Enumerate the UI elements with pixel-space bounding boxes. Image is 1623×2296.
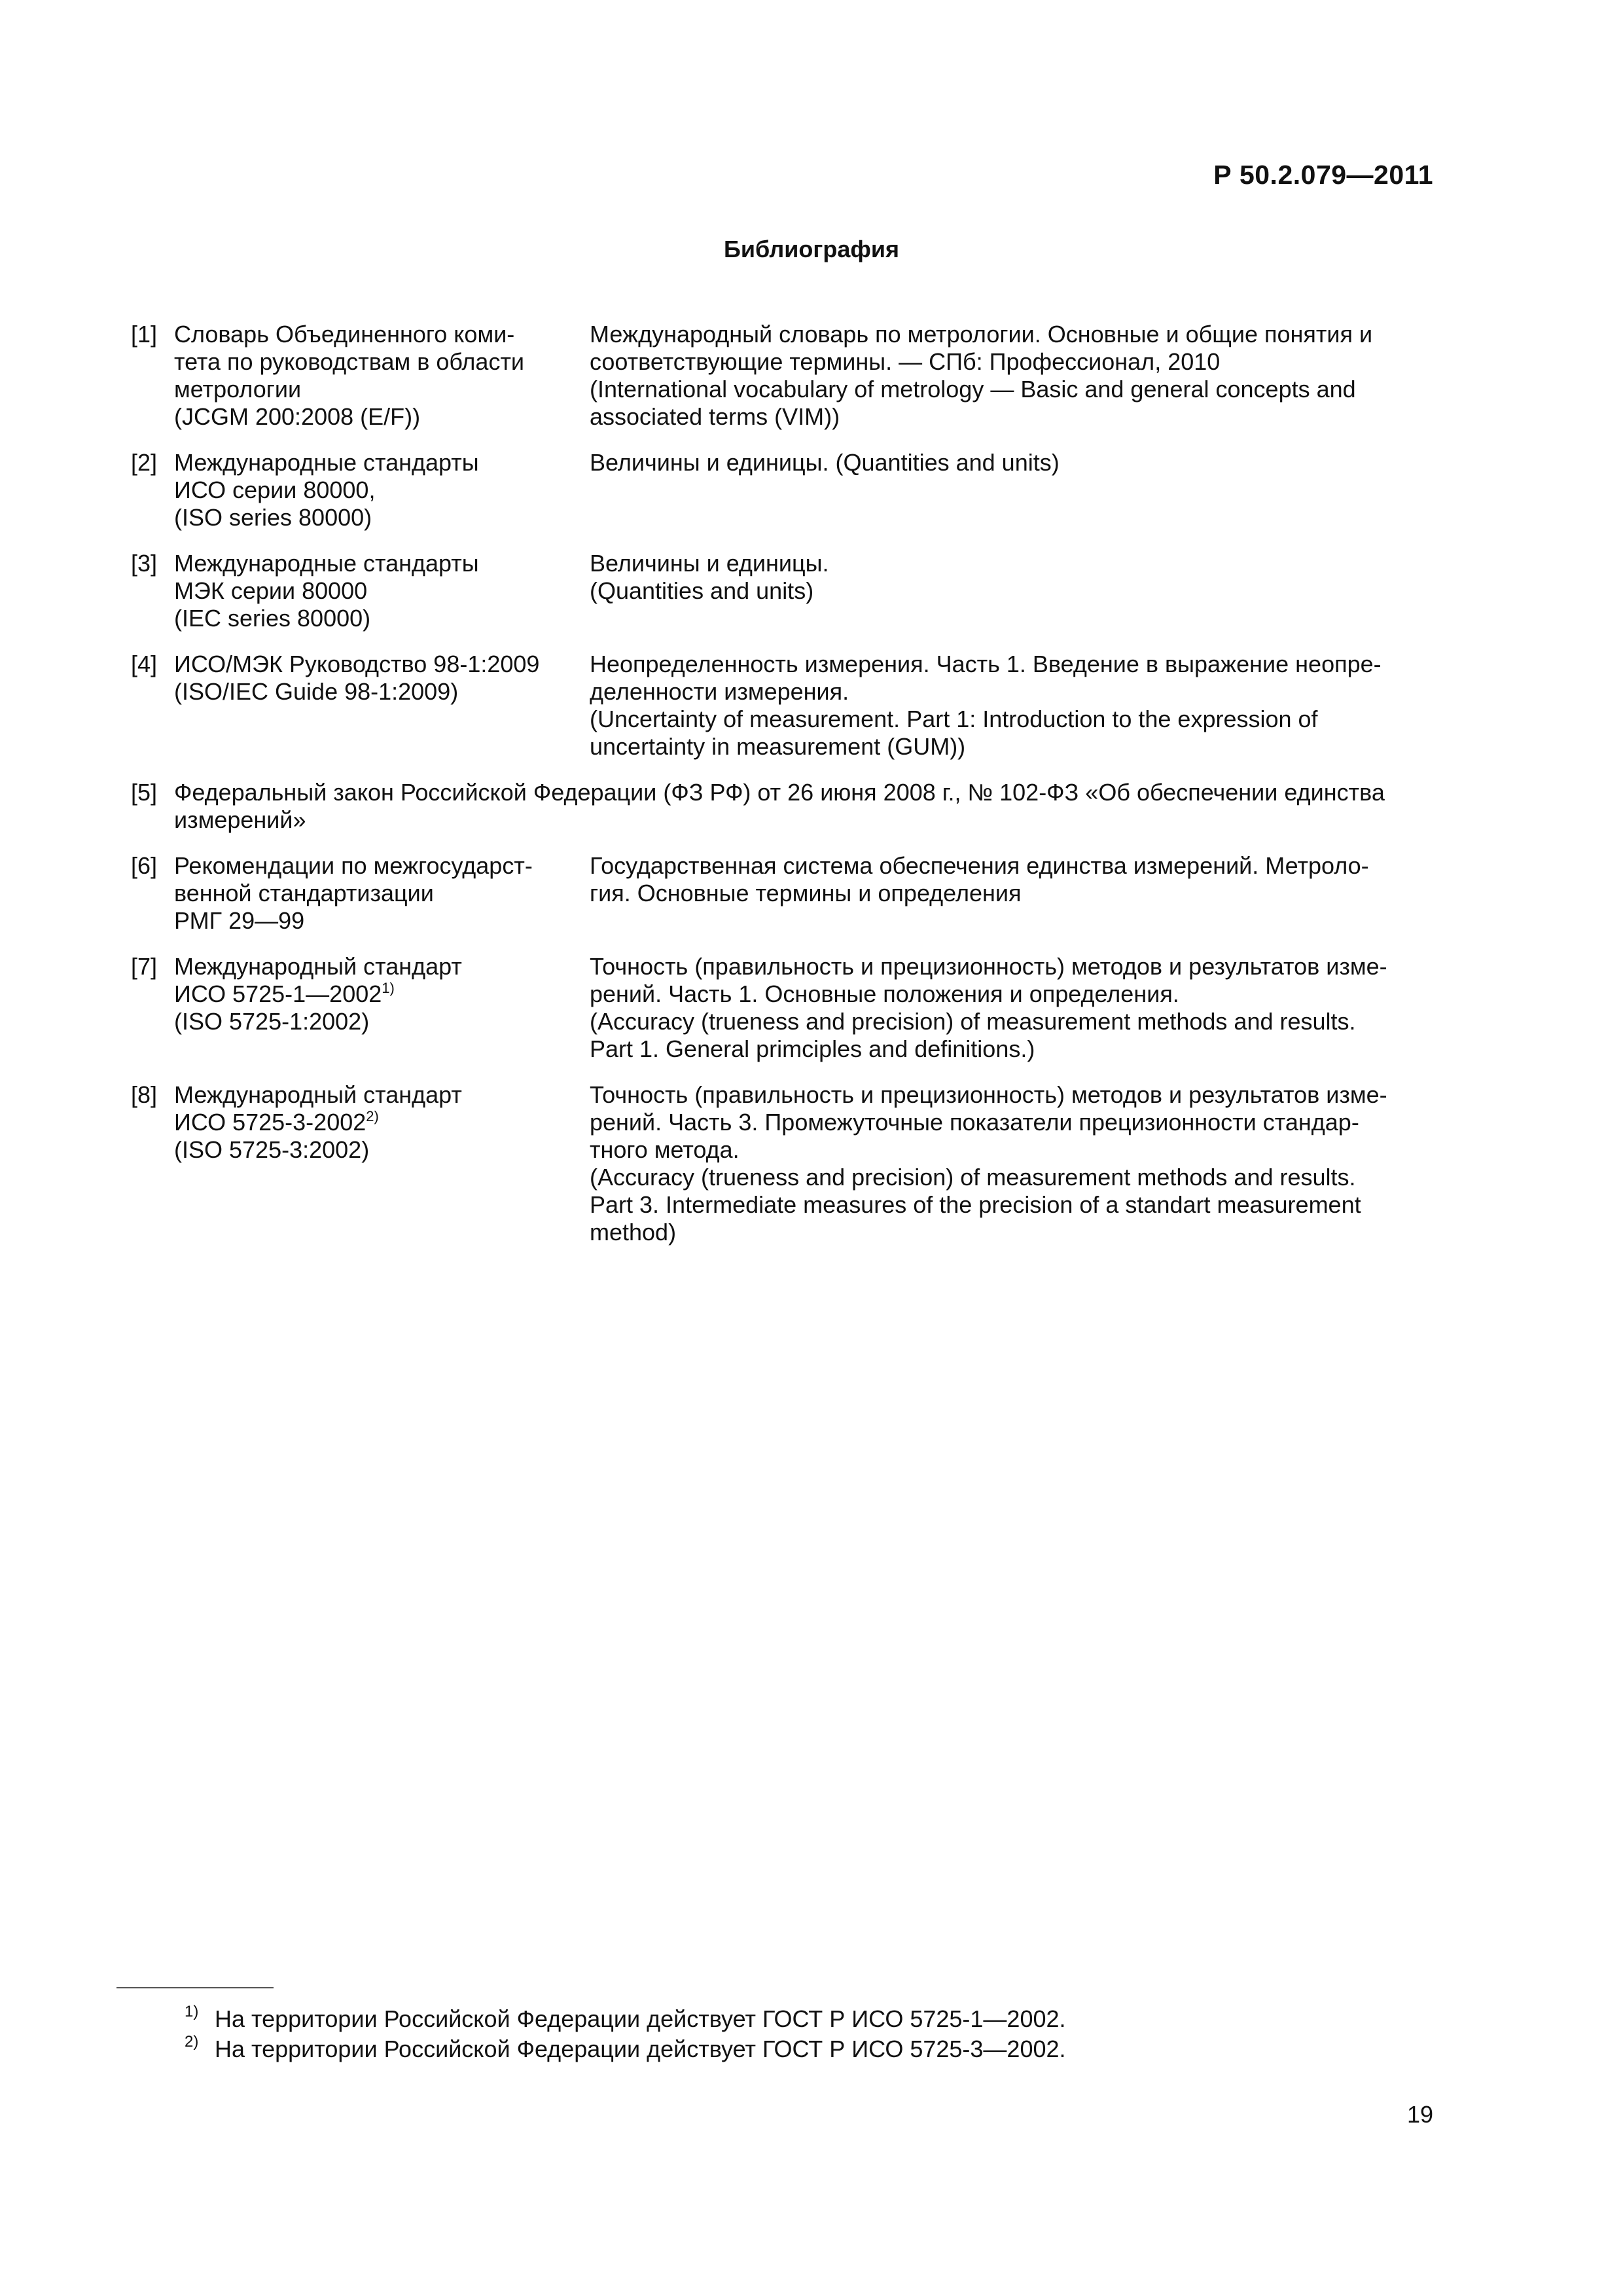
entry-source: Рекомендации по межгосударст- венной стандартизации РМГ 29—99 [174,852,533,934]
entry-number: [1] [131,321,158,348]
document-code: Р 50.2.079—2011 [1213,160,1433,190]
entry-source: Международные стандарты ИСО серии 80000, (ISO series 80000) [174,449,479,531]
bibliography-entry-6 [131,852,1423,935]
bibliography-entry-7 [131,953,1423,1063]
entry-source: Словарь Объединенного коми- тета по руководствам в области метрологии (JCGM 200:2008 (E/F)) [174,321,525,430]
bibliography-entry-3 [131,550,1423,632]
bibliography-entry-4 [131,651,1423,761]
entry-title: Точность (правильность и прецизионность) методов и результатов изме- рений. Часть 1. Основные положения и определения. (Accuracy (trueness and precision) of measurement methods and results. Part 1. General primciples and definitions.) [590,953,1387,1062]
entry-number: [3] [131,550,158,577]
entry-number: [8] [131,1081,158,1108]
entry-title: Величины и единицы. (Quantities and units) [590,550,829,604]
entry-source [174,953,590,1063]
entry-full-text: Федеральный закон Российской Федерации (ФЗ РФ) от 26 июня 2008 г., № 102-ФЗ «Об обеспечении единства измерений» [174,779,1385,833]
entry-title: Неопределенность измерения. Часть 1. Введение в выражение неопре- деленности измерения. (Uncertainty of measurement. Part 1: Introduction to the expression of uncertainty in measurement (GUM)) [590,651,1382,760]
entry-source [174,1081,590,1246]
entry-source-main: Международный стандарт ИСО 5725-1—2002 [174,953,462,1007]
footnotes [177,2004,1066,2064]
entry-number: [2] [131,449,158,476]
footnote-2: 2) На территории Российской Федерации действует ГОСТ Р ИСО 5725-3—2002. [185,2033,1066,2062]
footnote-ref-1: 1) [382,980,395,996]
bibliography-list [131,321,1423,1265]
bibliography-entry-2 [131,449,1423,531]
entry-title: Точность (правильность и прецизионность) методов и результатов изме- рений. Часть 3. Промежуточные показатели прецизионности стандар- тного метода. (Accuracy (trueness and precision) of measurement methods and results. Part 3. Intermediate measures of the precision of a standart measurement method) [590,1081,1387,1246]
bibliography-entry-8 [131,1081,1423,1246]
footnote-ref-2: 2) [366,1108,379,1124]
bibliography-title: Библиография [724,236,899,262]
entry-number: [7] [131,953,158,980]
page-number: 19 [1406,2101,1433,2128]
entry-title: Государственная система обеспечения единства измерений. Метроло- гия. Основные термины и определения [590,852,1369,906]
entry-number: [4] [131,651,158,677]
entry-number: [5] [131,779,158,806]
entry-source: Международные стандарты МЭК серии 80000 (IEC series 80000) [174,550,479,632]
entry-number: [6] [131,852,158,879]
footnote-text: На территории Российской Федерации действует ГОСТ Р ИСО 5725-1—2002. [215,2005,1066,2032]
bibliography-entry-1 [131,321,1423,431]
footnote-divider [116,1987,274,1988]
entry-source-alt: (ISO 5725-1:2002) [174,1008,370,1035]
footnote-text: На территории Российской Федерации действует ГОСТ Р ИСО 5725-3—2002. [215,2036,1066,2062]
entry-source-alt: (ISO 5725-3:2002) [174,1136,370,1163]
footnote-1: 1) На территории Российской Федерации действует ГОСТ Р ИСО 5725-1—2002. [185,2003,1066,2032]
entry-source: ИСО/МЭК Руководство 98-1:2009 (ISO/IEC Guide 98-1:2009) [174,651,540,705]
entry-title: Величины и единицы. (Quantities and units) [590,449,1060,476]
bibliography-entry-5 [131,779,1423,834]
entry-source-main: Международный стандарт ИСО 5725-3-2002 [174,1081,462,1136]
entry-title: Международный словарь по метрологии. Основные и общие понятия и соответствующие термины. — СПб: Профессионал, 2010 (International vocabulary of metrology — Basic and general concepts and associated terms (VIM)) [590,321,1373,430]
